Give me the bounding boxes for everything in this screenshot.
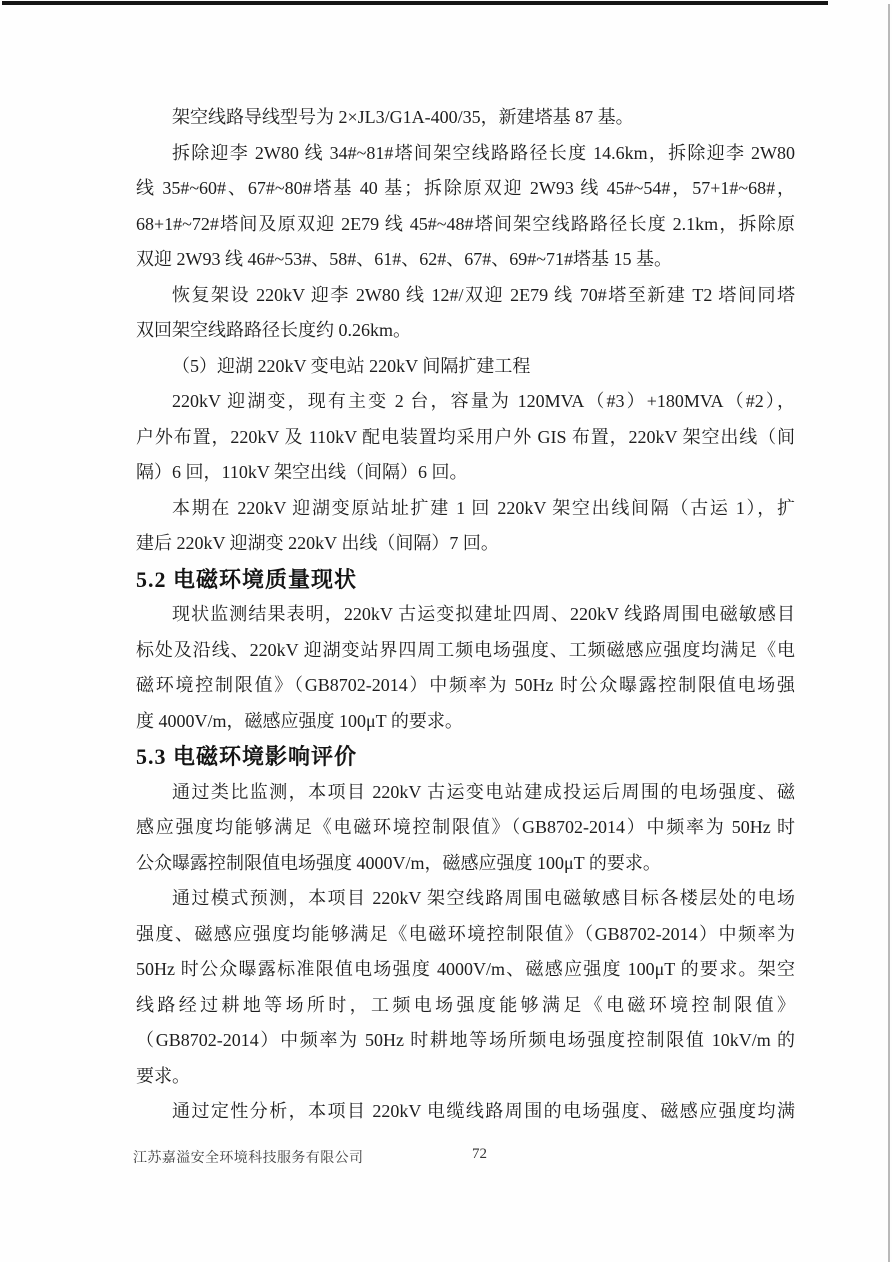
text-line: 68+1#~72#塔间及原双迎 2E79 线 45#~48#塔间架空线路路径长度 2.1km，拆除原 xyxy=(136,213,795,234)
text-line: 强度、磁感应强度均能够满足《电磁环境控制限值》（GB8702-2014）中频率为 xyxy=(136,923,795,944)
paragraph xyxy=(136,1094,795,1130)
paragraph xyxy=(136,597,795,739)
heading-line: 5.2 电磁环境质量现状 xyxy=(136,566,358,592)
text-line: 220kV 迎湖变，现有主变 2 台，容量为 120MVA（#3）+180MVA（#2）， xyxy=(172,391,795,411)
section-heading xyxy=(136,739,795,775)
text-line: 本期在 220kV 迎湖变原站址扩建 1 回 220kV 架空出线间隔（古运 1），扩 xyxy=(172,497,795,518)
text-line: （5）迎湖 220kV 变电站 220kV 间隔扩建工程 xyxy=(172,355,531,376)
paragraph xyxy=(136,100,795,136)
paragraph xyxy=(136,349,795,385)
text-line: 拆除迎李 2W80 线 34#~81#塔间架空线路路径长度 14.6km，拆除迎李 2W80 xyxy=(172,142,795,163)
footer-page-number: 72 xyxy=(472,1146,487,1162)
text-line: 标处及沿线、220kV 迎湖变站界四周工频电场强度、工频磁感应强度均满足《电 xyxy=(136,639,795,660)
paragraph xyxy=(136,278,795,349)
text-line: 通过定性分析，本项目 220kV 电缆线路周围的电场强度、磁感应强度均满 xyxy=(172,1101,795,1121)
text-line: 双回架空线路路径长度约 0.26km。 xyxy=(136,320,411,340)
paragraph xyxy=(136,384,795,491)
text-line: 恢复架设 220kV 迎李 2W80 线 12#/双迎 2E79 线 70#塔至新建 T2 塔间同塔 xyxy=(172,284,795,305)
paragraph xyxy=(136,881,795,1094)
text-line: 建后 220kV 迎湖变 220kV 出线（间隔）7 回。 xyxy=(136,533,499,553)
section-heading xyxy=(136,562,795,598)
scan-artifact-right-line xyxy=(888,4,890,1262)
text-line: 公众曝露控制限值电场强度 4000V/m，磁感应强度 100μT 的要求。 xyxy=(136,852,661,873)
paragraph xyxy=(136,136,795,278)
text-line: 户外布置，220kV 及 110kV 配电装置均采用户外 GIS 布置，220kV 架空出线（间 xyxy=(136,426,795,447)
text-line: 50Hz 时公众曝露标准限值电场强度 4000V/m、磁感应强度 100μT 的要求。架空 xyxy=(136,959,795,979)
text-line: 线 35#~60#、67#~80#塔基 40 基；拆除原双迎 2W93 线 45#~54#，57+1#~68#， xyxy=(136,178,795,198)
heading-line: 5.3 电磁环境影响评价 xyxy=(136,744,358,769)
text-line: 隔）6 回，110kV 架空出线（间隔）6 回。 xyxy=(136,462,468,482)
text-line: 要求。 xyxy=(136,1065,190,1086)
text-line: 通过类比监测，本项目 220kV 古运变电站建成投运后周围的电场强度、磁 xyxy=(172,781,795,802)
paragraph xyxy=(136,775,795,882)
text-line: 磁环境控制限值》（GB8702-2014）中频率为 50Hz 时公众曝露控制限值电场强 xyxy=(136,675,795,695)
text-line: （GB8702-2014）中频率为 50Hz 时耕地等场所频电场强度控制限值 10kV/m 的 xyxy=(136,1030,795,1050)
text-line: 双迎 2W93 线 46#~53#、58#、61#、62#、67#、69#~71#塔基 15 基。 xyxy=(136,249,672,269)
text-line: 感应强度均能够满足《电磁环境控制限值》（GB8702-2014）中频率为 50Hz 时 xyxy=(136,817,795,837)
text-line: 通过模式预测，本项目 220kV 架空线路周围电磁敏感目标各楼层处的电场 xyxy=(172,888,795,908)
paragraph xyxy=(136,491,795,562)
text-line: 现状监测结果表明，220kV 古运变拟建址四周、220kV 线路周围电磁敏感目 xyxy=(172,604,795,624)
text-line: 线路经过耕地等场所时，工频电场强度能够满足《电磁环境控制限值》 xyxy=(136,994,795,1015)
footer-company-name: 江苏嘉溢安全环境科技服务有限公司 xyxy=(133,1151,364,1166)
scan-artifact-top-bar xyxy=(2,1,828,5)
text-line: 架空线路导线型号为 2×JL3/G1A-400/35，新建塔基 87 基。 xyxy=(172,107,634,127)
text-line: 度 4000V/m，磁感应强度 100μT 的要求。 xyxy=(136,710,463,731)
document-body xyxy=(136,100,795,1130)
